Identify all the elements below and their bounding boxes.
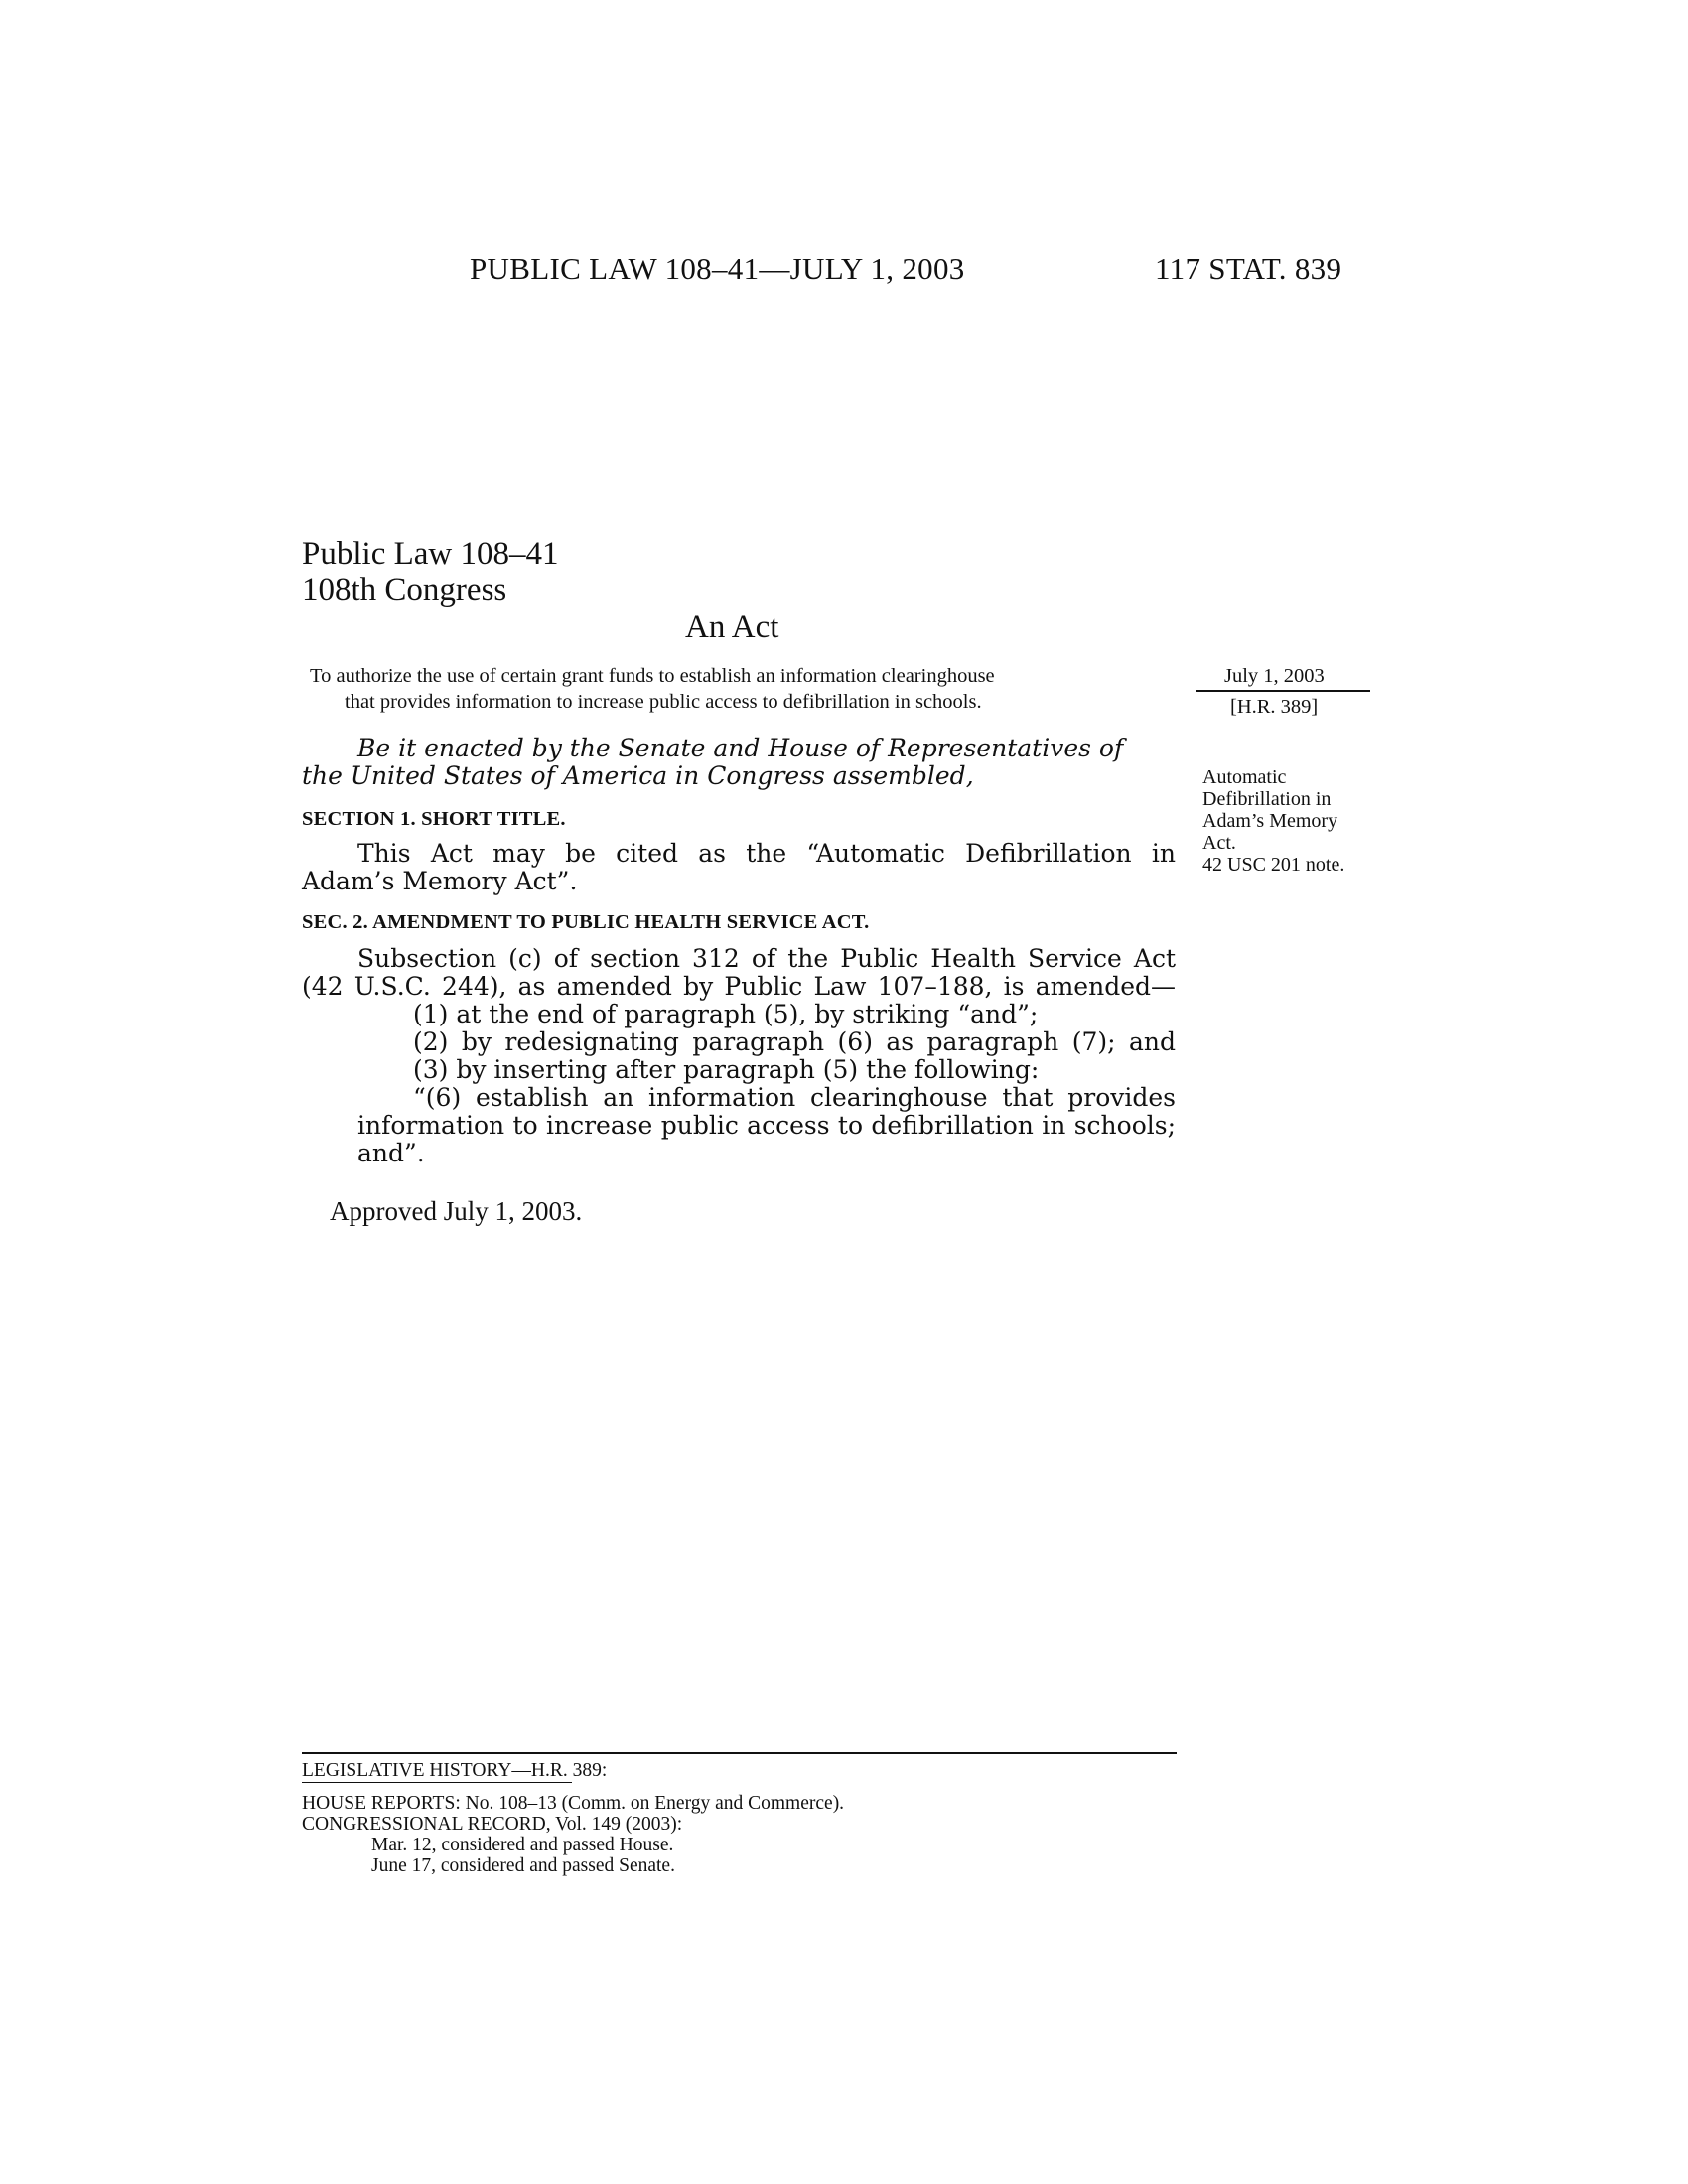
congress-number: 108th Congress <box>302 572 507 608</box>
act-heading: An Act <box>685 610 779 645</box>
stat-reference: 117 STAT. 839 <box>1155 251 1342 286</box>
enacting-clause-line-2: the United States of America in Congress assembled, <box>302 761 974 790</box>
margin-note-line: Act. <box>1202 832 1236 854</box>
house-reports-line: HOUSE REPORTS: No. 108–13 (Comm. on Energy and Commerce). <box>302 1793 845 1814</box>
congressional-record-line: CONGRESSIONAL RECORD, Vol. 149 (2003): <box>302 1814 683 1835</box>
margin-note-line: Defibrillation in <box>1202 788 1332 810</box>
footer-rule <box>302 1752 1177 1754</box>
side-note-rule <box>1196 690 1370 692</box>
running-title: PUBLIC LAW 108–41—JULY 1, 2003 <box>470 251 965 286</box>
usc-note: 42 USC 201 note. <box>1202 854 1345 876</box>
approval-date-note: July 1, 2003 <box>1224 665 1325 687</box>
history-entry: June 17, considered and passed Senate. <box>371 1855 675 1876</box>
margin-note-line: Automatic <box>1202 766 1287 788</box>
section-2-text-line-1: Subsection (c) of section 312 of the Public Health Service Act <box>357 944 1176 973</box>
purpose-line-1: To authorize the use of certain grant funds to establish an information clearinghouse <box>310 665 995 687</box>
margin-note-line: Adam’s Memory <box>1202 810 1338 832</box>
history-entry: Mar. 12, considered and passed House. <box>371 1835 674 1855</box>
section-2-item-2: (2) by redesignating paragraph (6) as paragraph (7); and <box>413 1027 1176 1056</box>
section-2-heading: SEC. 2. AMENDMENT TO PUBLIC HEALTH SERVICE ACT. <box>302 911 870 933</box>
law-number: Public Law 108–41 <box>302 536 559 572</box>
legislative-history-heading: LEGISLATIVE HISTORY—H.R. 389: <box>302 1760 608 1781</box>
section-2-item-1: (1) at the end of paragraph (5), by striking “and”; <box>413 1000 1039 1028</box>
section-2-text-line-2: (42 U.S.C. 244), as amended by Public Law 107–188, is amended— <box>302 972 1176 1001</box>
purpose-line-2: that provides information to increase public access to defibrillation in schools. <box>345 691 982 713</box>
section-1-heading: SECTION 1. SHORT TITLE. <box>302 808 566 830</box>
section-1-text-line-2: Adam’s Memory Act”. <box>302 867 578 895</box>
legislative-history-underline <box>302 1782 572 1783</box>
enacting-clause-line-1: Be it enacted by the Senate and House of Representatives of <box>357 734 1124 762</box>
section-2-item-3: (3) by inserting after paragraph (5) the following: <box>413 1055 1040 1084</box>
quoted-paragraph-line-2: information to increase public access to defibrillation in schools; <box>357 1111 1176 1140</box>
approval-line: Approved July 1, 2003. <box>330 1196 583 1226</box>
bill-number-note: [H.R. 389] <box>1230 696 1319 718</box>
short-title-margin-note <box>1202 766 1344 876</box>
quoted-paragraph-line-1: “(6) establish an information clearinghouse that provides <box>413 1083 1176 1112</box>
section-1-text-line-1: This Act may be cited as the “Automatic Defibrillation in <box>357 839 1176 868</box>
quoted-paragraph-line-3: and”. <box>357 1139 425 1167</box>
